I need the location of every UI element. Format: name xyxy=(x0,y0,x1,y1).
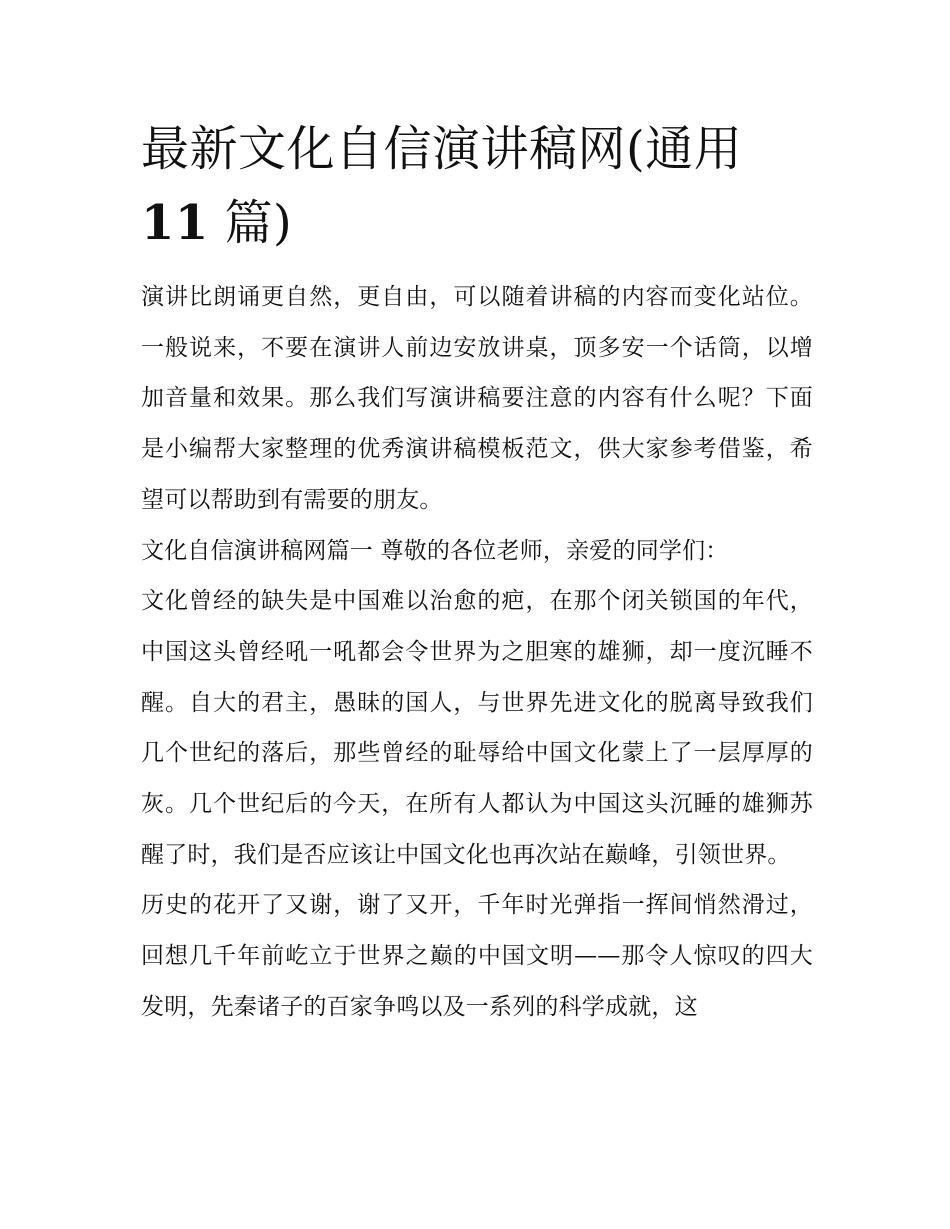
paragraph-intro: 演讲比朗诵更自然，更自由，可以随着讲稿的内容而变化站位。一般说来，不要在演讲人前边安放讲桌，顶多安一个话筒，以增加音量和效果。那么我们写演讲稿要注意的内容有什么呢？下面是小编帮大家整理的优秀演讲稿模板范文，供大家参考借鉴，希望可以帮助到有需要的朋友。 xyxy=(141,284,813,513)
title-suffix: 篇) xyxy=(208,195,293,251)
document-body xyxy=(141,272,813,1033)
document-content xyxy=(141,112,813,1033)
paragraph-section-heading: 文化自信演讲稿网篇一 尊敬的各位老师，亲爱的同学们： xyxy=(141,537,729,564)
paragraph-culture-loss: 文化曾经的缺失是中国难以治愈的疤，在那个闭关锁国的年代，中国这头曾经吼一吼都会令世界为之胆寒的雄狮，却一度沉睡不醒。自大的君主，愚昧的国人，与世界先进文化的脱离导致我们几个世纪的落后，那些曾经的耻辱给中国文化蒙上了一层厚厚的灰。几个世纪后的今天，在所有人都认为中国这头沉睡的雄狮苏醒了时，我们是否应该让中国文化也再次站在巅峰，引领世界。 xyxy=(141,588,813,868)
title-text: 最新文化自信演讲稿网(通用 xyxy=(141,121,743,177)
paragraph-history: 历史的花开了又谢，谢了又开，千年时光弹指一挥间悄然滑过，回想几千年前屹立于世界之巅的中国文明——那令人惊叹的四大发明，先秦诸子的百家争鸣以及一系列的科学成就，这 xyxy=(141,892,813,1020)
title-count: 11 xyxy=(141,195,209,251)
document-title xyxy=(141,112,813,260)
